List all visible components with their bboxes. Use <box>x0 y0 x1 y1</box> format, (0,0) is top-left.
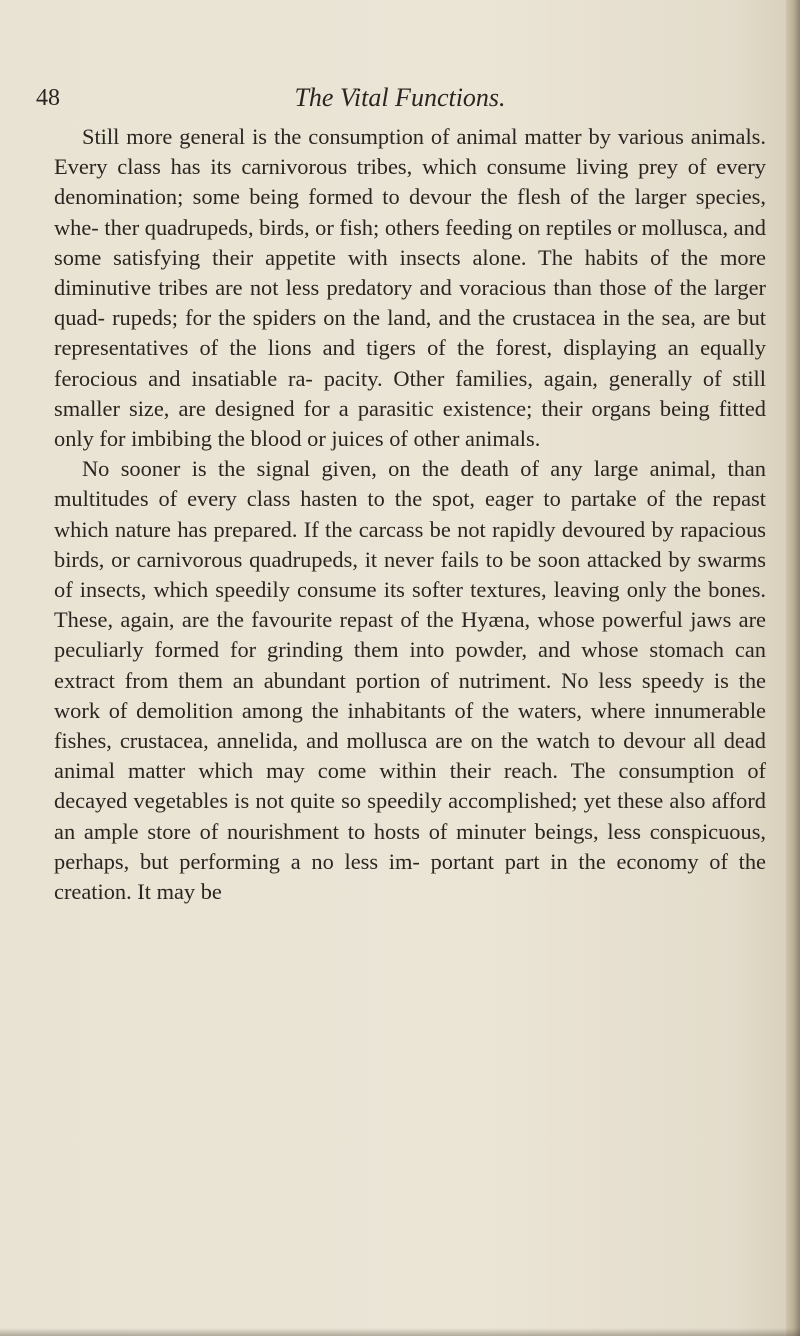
paragraph-demolition-of-dead-animals: No sooner is the signal given, on the death of any large animal, than multitudes of every class hasten to the spot, eager to partake of the repast which nature has prepared. If the carcass be not rapidly devoured by rapacious birds, or carnivorous quadrupeds, it never fails to be soon attacked by swarms of insects, which speedily consume its softer textures, leaving only the bones. These, again, are the favourite repast of the Hyæna, whose powerful jaws are peculiarly formed for grinding them into powder, and whose stomach can extract from them an abundant portion of nutriment. No less speedy is the work of demolition among the inhabitants of the waters, where innumerable fishes, crustacea, annelida, and mollusca are on the watch to devour all dead animal matter which may come within their reach. The consumption of decayed vegetables is not quite so speedily accomplished; yet these also afford an ample store of nourishment to hosts of minuter beings, less conspicuous, perhaps, but performing a no less im- portant part in the economy of the creation. It may be <box>54 456 766 905</box>
running-head: The Vital Functions. <box>294 83 506 112</box>
body-text <box>54 122 766 907</box>
page-bottom-shadow <box>0 1328 800 1336</box>
page-number: 48 <box>36 85 60 111</box>
page-edge-shadow <box>786 0 800 1336</box>
paragraph-carnivorous-tribes: Still more general is the consumption of animal matter by various animals. Every class has its carnivorous tribes, which consume living prey of every denomination; some being formed to devour the flesh of the larger species, whe- ther quadrupeds, birds, or fish; others feeding on reptiles or mollusca, and some satisfying their appetite with insects alone. The habits of the more diminutive tribes are not less predatory and voracious than those of the larger quad- rupeds; for the spiders on the land, and the crustacea in the sea, are but representatives of the lions and tigers of the forest, displaying an equally ferocious and insatiable ra- pacity. Other families, again, generally of still smaller size, are designed for a parasitic existence; their organs being fitted only for imbibing the blood or juices of other animals. <box>54 124 766 452</box>
